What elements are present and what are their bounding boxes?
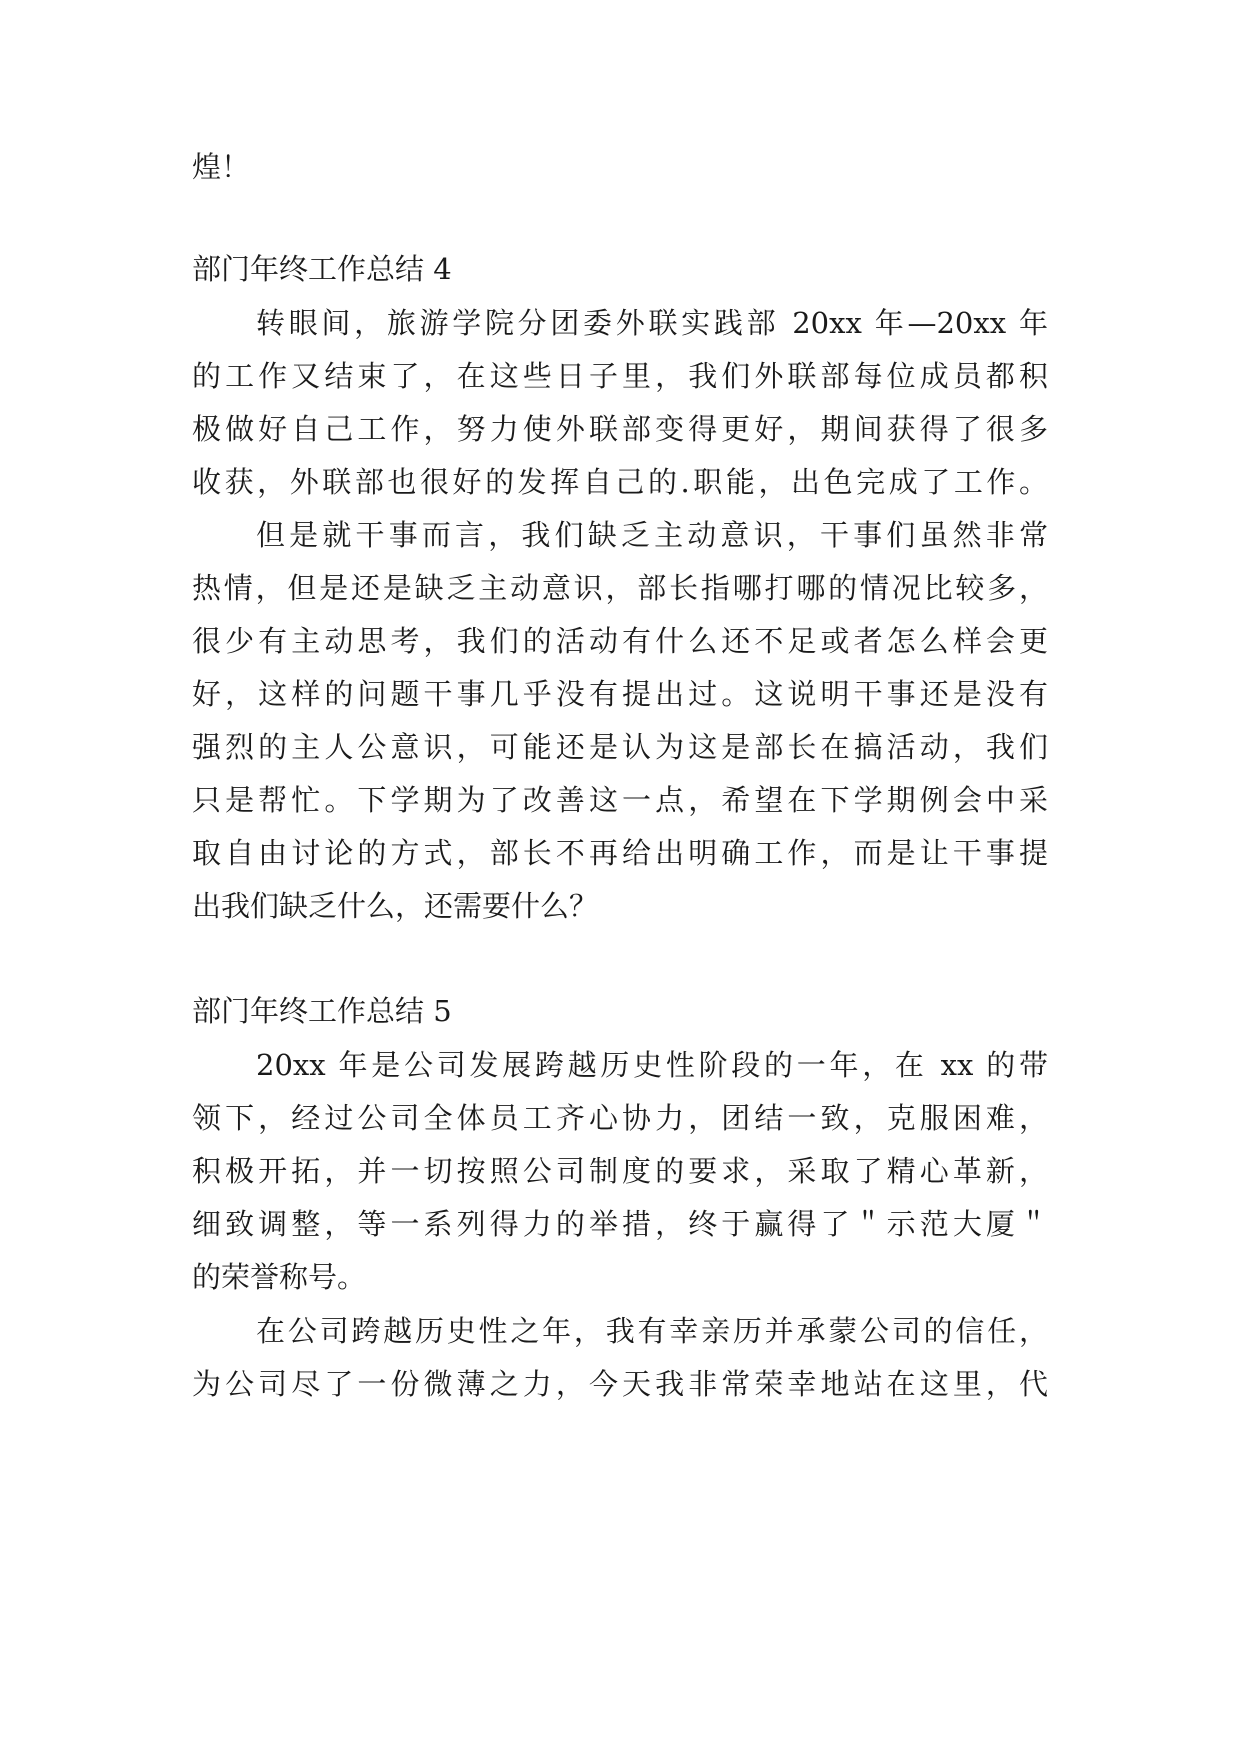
paragraph-line: 热情，但是还是缺乏主动意识，部长指哪打哪的情况比较多， xyxy=(192,571,1048,605)
paragraph-line: 好，这样的问题干事几乎没有提出过。这说明干事还是没有 xyxy=(192,677,1048,711)
paragraph-line: 强烈的主人公意识，可能还是认为这是部长在搞活动，我们 xyxy=(192,730,1048,764)
paragraph-line: 为公司尽了一份微薄之力，今天我非常荣幸地站在这里，代 xyxy=(192,1367,1048,1401)
continuation-line: 煌！ xyxy=(192,150,251,184)
paragraph-line: 在公司跨越历史性之年，我有幸亲历并承蒙公司的信任， xyxy=(256,1314,1048,1348)
paragraph-line: 的荣誉称号。 xyxy=(192,1260,367,1294)
paragraph-line: 20xx 年是公司发展跨越历史性阶段的一年，在 xx 的带 xyxy=(256,1048,1048,1082)
paragraph-line: 细致调整，等一系列得力的举措，终于赢得了＂示范大厦＂ xyxy=(192,1207,1048,1241)
paragraph-line: 很少有主动思考，我们的活动有什么还不足或者怎么样会更 xyxy=(192,624,1048,658)
paragraph-line: 收获，外联部也很好的发挥自己的.职能，出色完成了工作。 xyxy=(192,465,1048,499)
paragraph-line: 只是帮忙。下学期为了改善这一点，希望在下学期例会中采 xyxy=(192,783,1048,817)
paragraph-line: 但是就干事而言，我们缺乏主动意识，干事们虽然非常 xyxy=(256,518,1048,552)
paragraph-line: 出我们缺乏什么，还需要什么？ xyxy=(192,889,599,923)
section-heading-5: 部门年终工作总结 5 xyxy=(192,994,452,1028)
paragraph-line: 积极开拓，并一切按照公司制度的要求，采取了精心革新， xyxy=(192,1154,1048,1188)
paragraph-line: 取自由讨论的方式，部长不再给出明确工作，而是让干事提 xyxy=(192,836,1048,870)
paragraph-line: 转眼间，旅游学院分团委外联实践部 20xx 年—20xx 年 xyxy=(256,306,1048,340)
section-heading-4: 部门年终工作总结 4 xyxy=(192,252,452,286)
paragraph-line: 领下，经过公司全体员工齐心协力，团结一致，克服困难， xyxy=(192,1101,1048,1135)
paragraph-line: 极做好自己工作，努力使外联部变得更好，期间获得了很多 xyxy=(192,412,1048,446)
paragraph-line: 的工作又结束了，在这些日子里，我们外联部每位成员都积 xyxy=(192,359,1048,393)
